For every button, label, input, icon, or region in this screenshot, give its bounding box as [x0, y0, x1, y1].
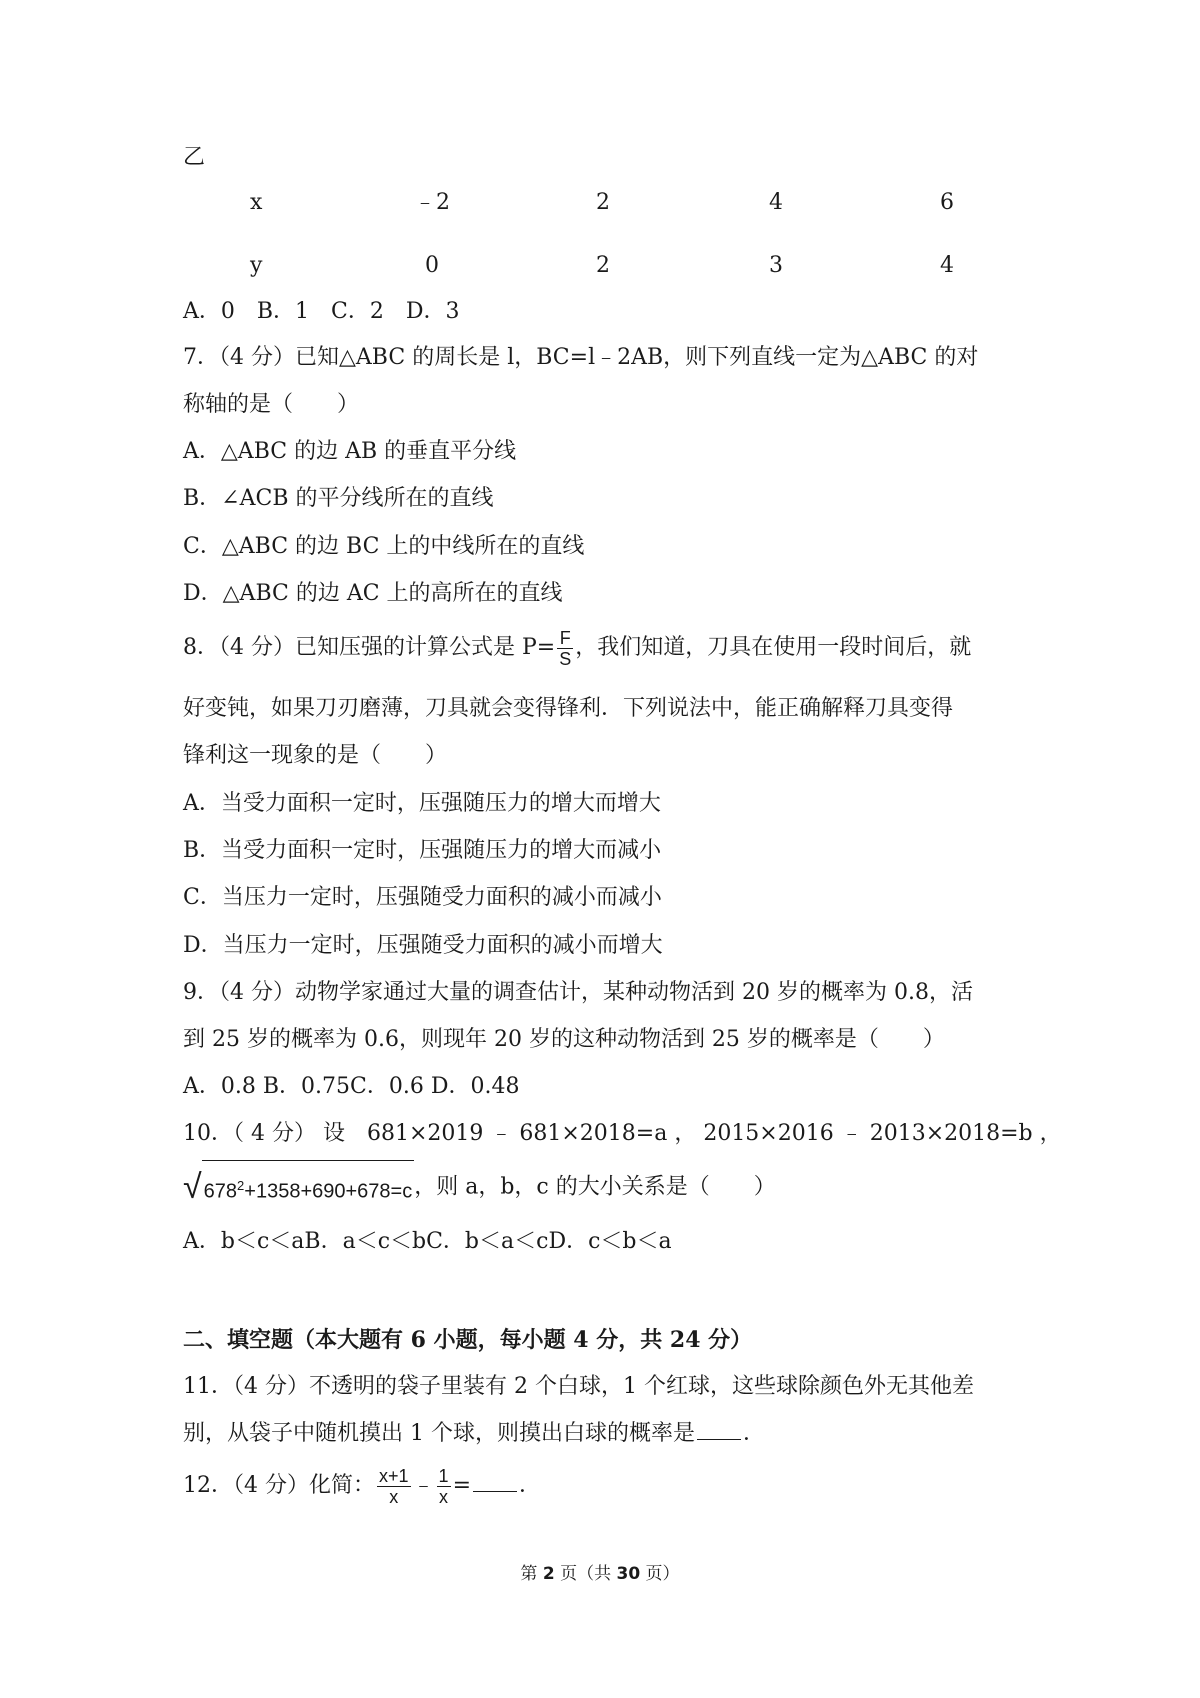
fraction-numerator: 1: [438, 1465, 449, 1486]
q7-stem-line1: 7．（4 分）已知△ABC 的周长是 l，BC=l﹣2AB，则下列直线一定为△ABC 的对: [183, 345, 979, 370]
footer-prefix: 第: [520, 1564, 543, 1584]
page-footer: [0, 1559, 1200, 1584]
section-2-title: 二、填空题（本大题有 6 小题，每小题 4 分，共 24 分）: [183, 1327, 753, 1353]
answer-blank: [473, 1471, 517, 1492]
radical-sign: √: [183, 1168, 202, 1207]
q9-options: A．0.8 B．0.75C．0.6 D．0.48: [183, 1074, 520, 1099]
q8-option-d: D．当压力一定时，压强随受力面积的减小而增大: [183, 933, 663, 958]
radicand-rest: +1358+690+678=c: [244, 1180, 413, 1203]
fraction-2: [437, 1466, 451, 1507]
footer-middle: 页（共: [554, 1564, 617, 1584]
radicand: [202, 1160, 415, 1215]
table-cell: 0: [425, 253, 439, 278]
table-cell: 4: [769, 190, 783, 215]
minus-sign: ﹣: [412, 1473, 435, 1498]
radicand-base: 678: [203, 1180, 238, 1203]
q8-option-a: A．当受力面积一定时，压强随压力的增大而增大: [183, 791, 661, 816]
q8-stem-line3: 锋利这一现象的是（ ）: [183, 743, 448, 768]
q11-stem-line2: [183, 1419, 765, 1449]
pressure-fraction: [557, 628, 573, 669]
q7-option-a: A．△ABC 的边 AB 的垂直平分线: [183, 439, 517, 464]
page-number: 2: [542, 1564, 555, 1584]
q10-suffix: ，则 a，b，c 的大小关系是（ ）: [414, 1174, 776, 1200]
q7-option-d: D．△ABC 的边 AC 上的高所在的直线: [183, 581, 563, 606]
table-cell: 6: [940, 190, 954, 215]
q8-stem-line2: 好变钝，如果刀刃磨薄，刀具就会变得锋利．下列说法中，能正确解释刀具变得: [183, 696, 954, 721]
fraction-denominator: S: [559, 648, 572, 669]
table-row-label-x: x: [250, 190, 263, 215]
q6-options: A．0 B．1 C．2 D．3: [183, 299, 460, 324]
fraction-denominator: x: [389, 1486, 399, 1507]
q8-option-c: C．当压力一定时，压强随受力面积的减小而减小: [183, 885, 662, 910]
footer-suffix: 页）: [640, 1564, 680, 1584]
q11-stem-line1: 11．（4 分）不透明的袋子里装有 2 个白球，1 个红球，这些球除颜色外无其他差: [183, 1374, 974, 1399]
q12-suffix: ．: [519, 1473, 542, 1498]
answer-blank: [697, 1419, 741, 1440]
q10-options: A．b＜c＜aB．a＜c＜bC．b＜a＜cD．c＜b＜a: [183, 1229, 672, 1254]
q7-option-b: B．∠ACB 的平分线所在的直线: [183, 486, 494, 511]
table-cell: 3: [769, 253, 783, 278]
fraction-denominator: x: [439, 1486, 449, 1507]
radicand-exponent: 2: [237, 1178, 245, 1193]
table-cell: ﹣2: [414, 190, 450, 215]
q10-stem-line2: [183, 1160, 776, 1215]
q8-suffix: ，我们知道，刀具在使用一段时间后，就: [575, 635, 972, 660]
fraction-1: [377, 1466, 411, 1507]
q12-prefix: 12．（4 分）化简：: [183, 1473, 375, 1498]
fraction-numerator: x+1: [379, 1465, 409, 1486]
table-caption: 乙: [183, 145, 206, 170]
table-row-label-y: y: [250, 253, 263, 278]
q9-stem-line1: 9．（4 分）动物学家通过大量的调查估计，某种动物活到 20 岁的概率为 0.8，活: [183, 980, 973, 1005]
sqrt-expression: [183, 1160, 414, 1215]
q11-prefix: 别，从袋子中随机摸出 1 个球，则摸出白球的概率是: [183, 1421, 695, 1446]
fraction-numerator: F: [557, 628, 573, 649]
q9-stem-line2: 到 25 岁的概率为 0.6，则现年 20 岁的这种动物活到 25 岁的概率是（ ）: [183, 1027, 945, 1052]
q8-stem-line1: [183, 626, 971, 670]
table-cell: 2: [596, 190, 610, 215]
table-cell: 2: [596, 253, 610, 278]
table-cell: 4: [940, 253, 954, 278]
q7-option-c: C．△ABC 的边 BC 上的中线所在的直线: [183, 534, 585, 559]
q8-option-b: B．当受力面积一定时，压强随压力的增大而减小: [183, 838, 662, 863]
q8-prefix: 8．（4 分）已知压强的计算公式是 P=: [183, 635, 556, 660]
q7-stem-line2: 称轴的是（ ）: [183, 392, 360, 417]
q10-stem-line1: 10．（ 4 分） 设 681×2019 ﹣ 681×2018=a ， 2015×2016 ﹣ 2013×2018=b ，: [183, 1121, 1062, 1146]
q11-suffix: ．: [743, 1421, 766, 1446]
total-pages: 30: [616, 1564, 641, 1584]
q12-stem: [183, 1462, 541, 1510]
equals-sign: =: [452, 1473, 471, 1498]
